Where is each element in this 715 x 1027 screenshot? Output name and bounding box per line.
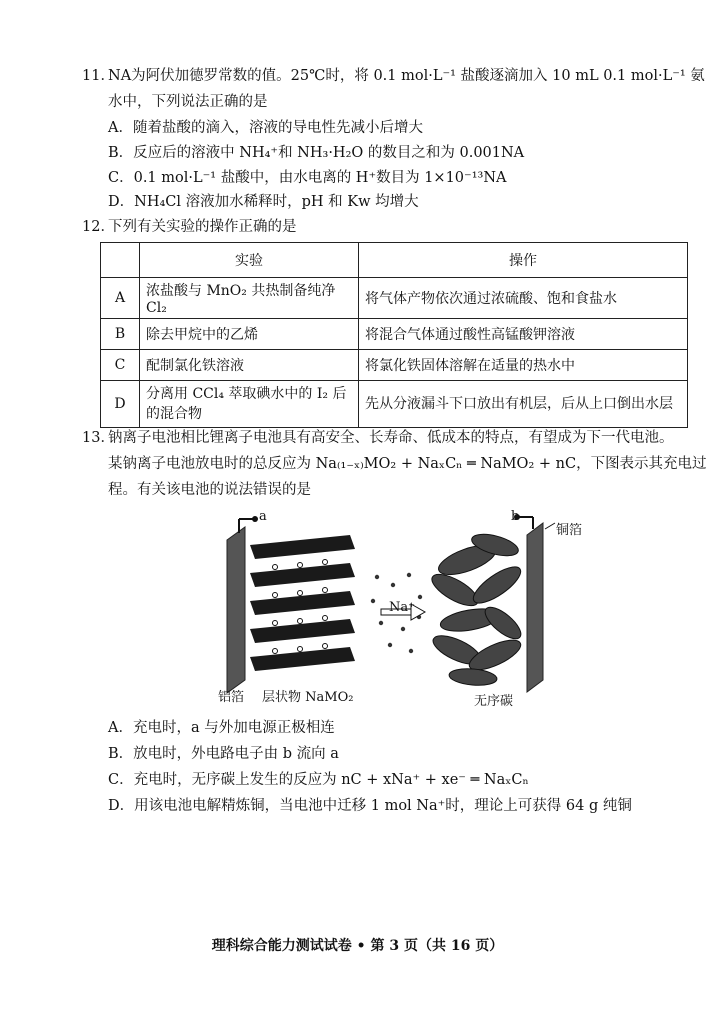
- q11-number: 11．: [82, 68, 115, 84]
- experiment-table: [100, 242, 688, 428]
- aluminum-foil-plate: [227, 527, 245, 693]
- table-row: [101, 381, 688, 428]
- table-header-blank: [101, 243, 140, 278]
- q13-stem-line3: 程。有关该电池的说法错误的是: [108, 482, 311, 498]
- disordered-carbon: [427, 530, 525, 687]
- row-operation: 先从分液漏斗下口放出有机层，后从上口倒出水层: [359, 381, 688, 428]
- label-terminal-b: b: [511, 509, 520, 524]
- terminal-a-dot: [252, 516, 258, 522]
- copper-foil-plate: [527, 523, 543, 692]
- row-label: B: [101, 319, 140, 350]
- table-row: [101, 278, 688, 319]
- q13-option-b: B．放电时，外电路电子由 b 流向 a: [108, 746, 339, 762]
- table-header-operation: 操作: [359, 243, 688, 278]
- battery-charging-figure: [205, 505, 565, 705]
- row-operation: 将气体产物依次通过浓硫酸、饱和食盐水: [359, 278, 688, 319]
- q13-option-a: A．充电时，a 与外加电源正极相连: [108, 720, 335, 736]
- q11-option-c: C．0.1 mol·L⁻¹ 盐酸中，由水电离的 H⁺数目为 1×10⁻¹³NA: [108, 170, 507, 186]
- row-experiment: 除去甲烷中的乙烯: [140, 319, 359, 350]
- label-terminal-a: a: [259, 509, 267, 524]
- q11-option-b: B．反应后的溶液中 NH₄⁺和 NH₃·H₂O 的数目之和为 0.001NA: [108, 145, 525, 161]
- page-footer: 理科综合能力测试试卷 • 第 3 页（共 16 页）: [211, 938, 504, 954]
- row-label: A: [101, 278, 140, 319]
- q13-stem-line2: 某钠离子电池放电时的总反应为 Na₍₁₋ₓ₎MO₂ + NaₓCₙ ═ NaMO₂ + nC，下图表示其充电过: [108, 456, 707, 472]
- q13-option-d: D．用该电池电解精炼铜，当电池中迁移 1 mol Na⁺时，理论上可获得 64 g 纯铜: [108, 798, 632, 814]
- table-header-row: [101, 243, 688, 278]
- row-label: D: [101, 381, 140, 428]
- q13-number: 13．: [82, 430, 115, 446]
- q11-option-a: A．随着盐酸的滴入，溶液的导电性先减小后增大: [108, 120, 423, 136]
- q11-stem-line1: NA为阿伏加德罗常数的值。25℃时，将 0.1 mol·L⁻¹ 盐酸逐滴加入 10 mL 0.1 mol·L⁻¹ 氨: [108, 68, 705, 84]
- q11-option-d: D．NH₄Cl 溶液加水稀释时，pH 和 Kw 均增大: [108, 194, 419, 210]
- label-aluminum-foil: 铝箔: [218, 690, 245, 705]
- label-copper-foil: 铜箔: [556, 523, 583, 538]
- q13-option-c: C．充电时，无序碳上发生的反应为 nC + xNa⁺ + xe⁻ ═ NaₓCₙ: [108, 772, 529, 788]
- table-row: [101, 350, 688, 381]
- copper-leader-line: [545, 523, 555, 529]
- q12-stem: 下列有关实验的操作正确的是: [108, 219, 297, 235]
- row-experiment: 浓盐酸与 MnO₂ 共热制备纯净 Cl₂: [140, 278, 359, 319]
- label-layered-namo2: 层状物 NaMO₂: [262, 690, 354, 705]
- row-experiment: 配制氯化铁溶液: [140, 350, 359, 381]
- q13-stem-line1: 钠离子电池相比锂离子电池具有高安全、长寿命、低成本的特点，有望成为下一代电池。: [108, 430, 674, 446]
- table-row: [101, 319, 688, 350]
- row-operation: 将混合气体通过酸性高锰酸钾溶液: [359, 319, 688, 350]
- label-disordered-carbon: 无序碳: [474, 694, 514, 709]
- table-header-experiment: 实验: [140, 243, 359, 278]
- row-experiment: 分离用 CCl₄ 萃取碘水中的 I₂ 后的混合物: [140, 381, 359, 428]
- row-label: C: [101, 350, 140, 381]
- q12-number: 12．: [82, 219, 115, 235]
- row-operation: 将氯化铁固体溶解在适量的热水中: [359, 350, 688, 381]
- label-sodium-ion: Na⁺: [389, 600, 415, 615]
- q11-stem-line2: 水中，下列说法正确的是: [108, 94, 268, 110]
